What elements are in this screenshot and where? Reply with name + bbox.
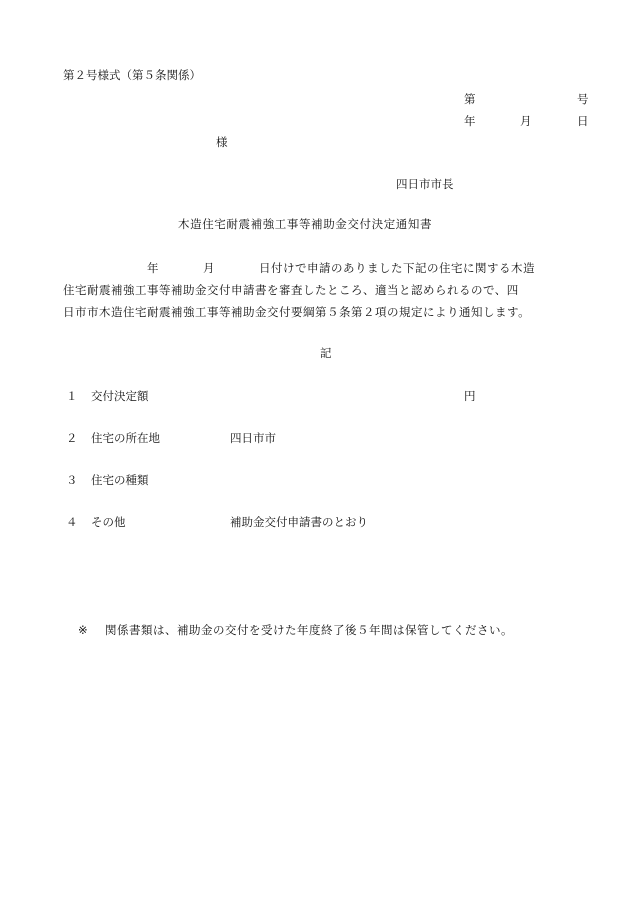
doc-number-suffix: 号 xyxy=(577,92,589,106)
body-line-3: 日市市木造住宅耐震補強工事等補助金交付要綱第５条第２項の規定により通知します。 xyxy=(63,305,531,319)
form-number: 第２号様式（第５条関係） xyxy=(63,68,201,82)
note-mark: ※ xyxy=(78,623,88,637)
item-label-house-type: 住宅の種類 xyxy=(91,473,149,487)
document-title: 木造住宅耐震補強工事等補助金交付決定通知書 xyxy=(178,217,433,231)
note-text: 関係書類は、補助金の交付を受けた年度終了後５年間は保管してください。 xyxy=(105,623,513,637)
item-value-other: 補助金交付申請書のとおり xyxy=(230,515,368,529)
sender-name: 四日市市長 xyxy=(396,177,454,191)
item-number: ４ xyxy=(66,515,78,529)
item-label-address: 住宅の所在地 xyxy=(91,431,160,445)
body-line-1: 日付けで申請のありました下記の住宅に関する木造 xyxy=(259,261,535,275)
doc-number-prefix: 第 xyxy=(464,92,476,106)
item-value-yen: 円 xyxy=(464,389,476,403)
addressee-suffix: 様 xyxy=(216,135,228,149)
item-number: ３ xyxy=(66,473,78,487)
body-line-2: 住宅耐震補強工事等補助金交付申請書を審査したところ、適当と認められるので、四 xyxy=(63,283,519,297)
date-day: 日 xyxy=(577,114,589,128)
ki-heading: 記 xyxy=(320,346,332,360)
body-month: 月 xyxy=(203,261,215,275)
date-year: 年 xyxy=(464,114,476,128)
item-label-grant-amount: 交付決定額 xyxy=(91,389,149,403)
body-year: 年 xyxy=(147,261,159,275)
item-number: ２ xyxy=(66,431,78,445)
date-month: 月 xyxy=(520,114,532,128)
item-label-other: その他 xyxy=(91,515,126,529)
item-value-address: 四日市市 xyxy=(230,431,276,445)
item-number: １ xyxy=(66,389,78,403)
